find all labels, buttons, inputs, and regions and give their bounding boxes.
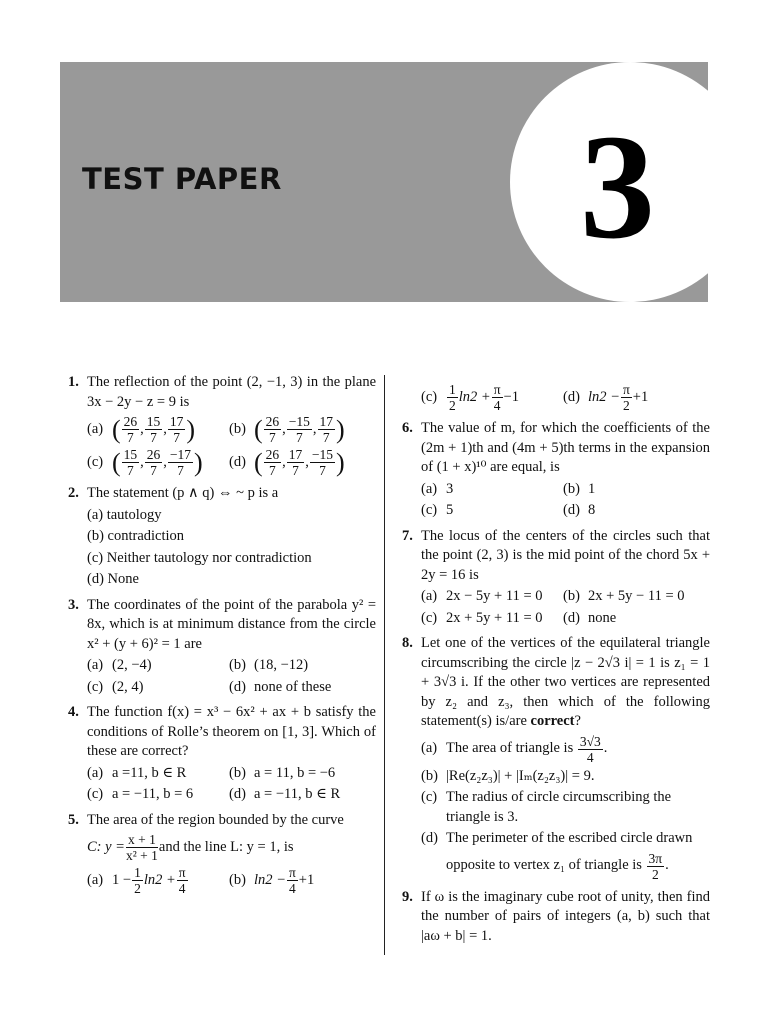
option-d: (d) none xyxy=(563,609,617,626)
question-2 xyxy=(68,484,376,590)
option-a: (a) ( $\frac{26}{7}$ , $\frac{15}{7}$ , $\frac{17}{7}$ ) xyxy=(87,414,196,445)
option-a: (a) The area of triangle is $\frac{3√3}{4}$ . xyxy=(421,733,608,765)
question-text: The area of the region bounded by the curve xyxy=(87,811,344,828)
option-c: (c) The radius of circle circumscribing the triangle is 3. xyxy=(421,789,672,825)
option-d: (d) a = −11, b ∈ R xyxy=(229,786,341,802)
question-number: 9. xyxy=(402,888,413,905)
option-c: (c) ( $\frac{15}{7}$ , $\frac{26}{7}$ , $\frac{-17}{7}$ ) xyxy=(87,447,203,478)
option-c: (c) 5 xyxy=(421,502,454,518)
option-d: (d) None xyxy=(87,571,139,587)
option-c: (c) 2x + 5y + 11 = 0 xyxy=(421,609,543,626)
question-text: If ω is the imaginary cube root of unity, then find the number of pairs of integers (a, b) such that |aω + b| = 1. xyxy=(421,888,710,944)
option-b: (b) ( $\frac{26}{7}$ , $\frac{-15}{7}$ , $\frac{17}{7}$ ) xyxy=(229,414,345,445)
question-number: 1. xyxy=(68,374,79,390)
question-text: The locus of the centers of the circles such that the point (2, 3) is the mid point of the chord 5x + 2y = 16 is xyxy=(421,527,710,583)
question-number: 7. xyxy=(402,527,413,544)
option-c: (c) (2, 4) xyxy=(87,678,144,695)
option-c: (c) Neither tautology nor contradiction xyxy=(87,549,312,566)
right-column xyxy=(402,380,710,952)
question-text: The statement (p ∧ q) ⇔ ~ p is a xyxy=(87,485,279,501)
option-d: (d) ln2 − $\frac{\pi}{2}$ +1 xyxy=(563,382,649,413)
option-a: (a) 1 − $\frac{1}{2}$ ln2 + $\frac{\pi}{4}$ xyxy=(87,865,186,896)
option-d: (d) none of these xyxy=(229,678,332,695)
option-c: (c) a = −11, b = 6 xyxy=(87,786,194,802)
question-9 xyxy=(402,888,710,947)
header-banner xyxy=(60,62,708,302)
option-b: (b) 1 xyxy=(563,480,596,497)
option-d: (d) ( $\frac{26}{7}$ , $\frac{17}{7}$ , $\frac{-15}{7}$ ) xyxy=(229,447,345,478)
option-b: (b) (18, −12) xyxy=(229,657,309,673)
column-divider xyxy=(384,375,385,955)
question-7 xyxy=(402,527,710,629)
question-4 xyxy=(68,703,376,805)
emphasis-correct: correct xyxy=(530,713,575,729)
question-3 xyxy=(68,596,376,698)
option-b: (b) |Re(z₂z₃)| + |Iₘ(z₂z₃)| = 9. xyxy=(421,767,595,784)
question-number: 5. xyxy=(68,811,79,828)
option-b: (b) ln2 − $\frac{\pi}{4}$ +1 xyxy=(229,865,315,896)
option-d: (d) The perimeter of the escribed circle drawn xyxy=(421,830,693,846)
question-text: The value of m, for which the coefficients of the (2m + 1)th and (4m + 5)th terms in the expansion of (1 + x)¹⁰ are equal, is xyxy=(421,420,710,475)
option-c: (c) $\frac{1}{2}$ ln2 + $\frac{\pi}{4}$ −1 xyxy=(421,382,519,413)
option-a: (a) a =11, b ∈ R xyxy=(87,764,187,781)
option-a: (a) tautology xyxy=(87,506,162,523)
chapter-number: 3 xyxy=(580,104,655,270)
question-text: The coordinates of the point of the parabola y² = 8x, which is at minimum distance from the circle x² + (y + 6)² = 1 are xyxy=(87,596,376,652)
page-title: TEST PAPER xyxy=(82,162,282,196)
question-text: Let one of the vertices of the equilateral triangle circumscribing the circle |z − 2√3 i| = 1 is z₁ = 1 + 3√3 i. If the other two vertices are represented by z₂ and z₃, then which of the following statement(s) is/are correct? xyxy=(421,635,710,729)
question-text: The reflection of the point (2, −1, 3) in the plane 3x − 2y − z = 9 is xyxy=(87,374,376,410)
option-a: (a) 2x − 5y + 11 = 0 xyxy=(421,588,543,604)
curve-equation: C: y = $\frac{x + 1}{\text{x² + 1}}$ and the line L: y = 1, is xyxy=(87,832,294,863)
question-number: 6. xyxy=(402,420,413,436)
question-8 xyxy=(402,634,710,882)
question-number: 2. xyxy=(68,485,79,501)
option-d-continued: opposite to vertex z₁ of triangle is $\frac{3\pi}{2}$ . xyxy=(446,850,669,882)
question-6 xyxy=(402,419,710,521)
question-1 xyxy=(68,373,376,478)
question-number: 8. xyxy=(402,635,413,651)
question-text: The function f(x) = x³ − 6x² + ax + b satisfy the conditions of Rolle’s theorem on [1, 3]. Which of these are correct? xyxy=(87,704,376,759)
option-b: (b) 2x + 5y − 11 = 0 xyxy=(563,588,685,604)
question-number: 4. xyxy=(68,704,79,720)
question-5-continued xyxy=(402,382,710,413)
question-5 xyxy=(68,811,376,897)
left-column xyxy=(68,373,376,902)
option-b: (b) contradiction xyxy=(87,528,185,544)
option-b: (b) a = 11, b = −6 xyxy=(229,764,336,781)
question-number: 3. xyxy=(68,596,79,613)
option-a: (a) 3 xyxy=(421,480,454,497)
option-d: (d) 8 xyxy=(563,502,596,518)
option-a: (a) (2, −4) xyxy=(87,657,152,673)
